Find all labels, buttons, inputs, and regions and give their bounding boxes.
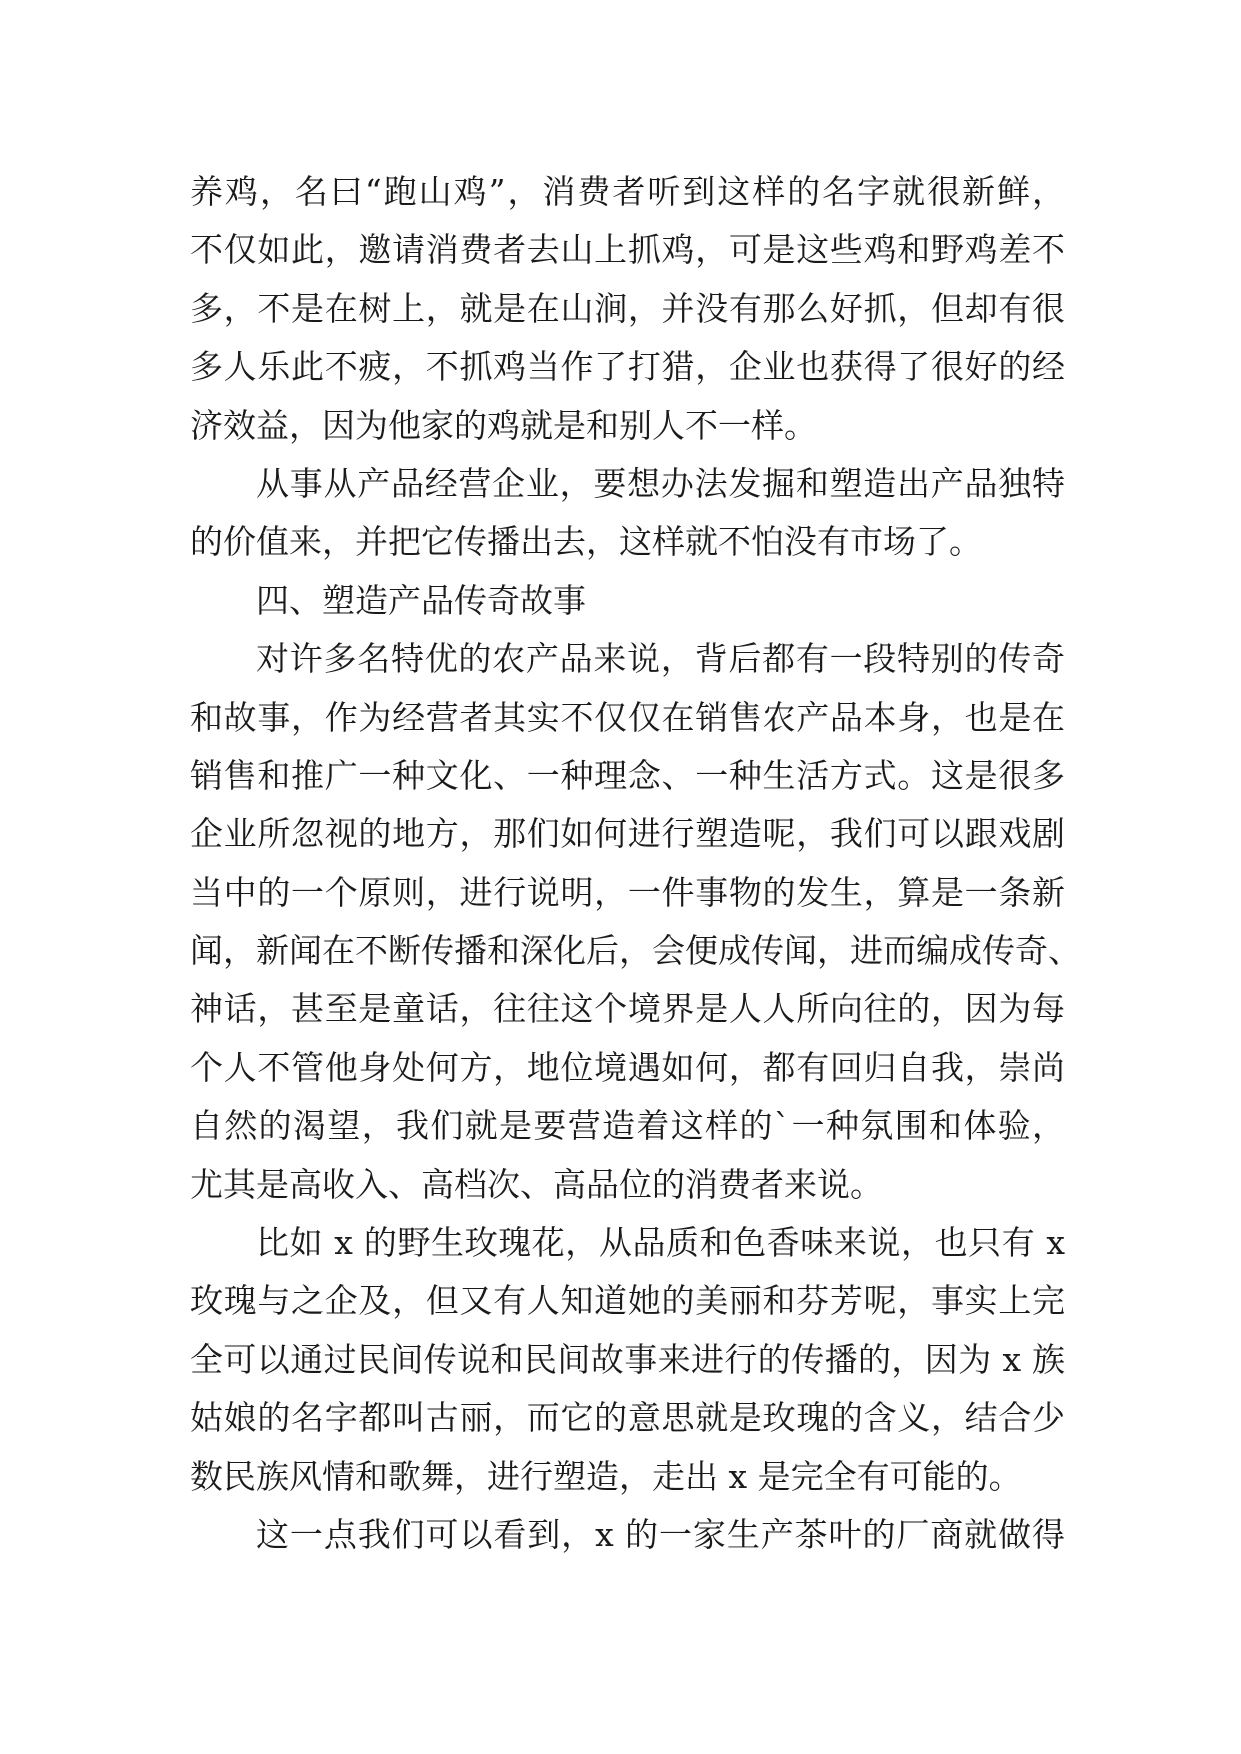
text-line: 当中的一个原则，进行说明，一件事物的发生，算是一条新 — [190, 872, 1065, 912]
text-line: 多人乐此不疲，不抓鸡当作了打猎，企业也获得了很好的经 — [190, 347, 1065, 387]
text-line: 姑娘的名字都叫古丽，而它的意思就是玫瑰的含义，结合少 — [190, 1398, 1065, 1438]
text-line: 全可以通过民间传说和民间故事来进行的传播的，因为 x 族 — [190, 1339, 1065, 1379]
text-line: 玫瑰与之企及，但又有人知道她的美丽和芬芳呢，事实上完 — [190, 1281, 1065, 1321]
text-line: 自然的渴望，我们就是要营造着这样的`一种氛围和体验， — [190, 1106, 1065, 1146]
text-line: 济效益，因为他家的鸡就是和别人不一样。 — [190, 405, 817, 445]
text-line: 的价值来，并把它传播出去，这样就不怕没有市场了。 — [190, 522, 982, 562]
text-line: 数民族风情和歌舞，进行塑造，走出 x 是完全有可能的。 — [190, 1456, 1022, 1496]
text-line: 养鸡，名曰“跑山鸡”，消费者听到这样的名字就很新鲜， — [190, 172, 1065, 211]
section-heading: 四、塑造产品传奇故事 — [256, 580, 586, 620]
text-line: 销售和推广一种文化、一种理念、一种生活方式。这是很多 — [190, 755, 1065, 795]
text-line: 企业所忽视的地方，那们如何进行塑造呢，我们可以跟戏剧 — [190, 814, 1065, 854]
paragraph-first-line: 对许多名特优的农产品来说，背后都有一段特别的传奇 — [256, 639, 1065, 679]
paragraph-first-line: 这一点我们可以看到，x 的一家生产茶叶的厂商就做得 — [256, 1514, 1065, 1554]
text-line: 多，不是在树上，就是在山涧，并没有那么好抓，但却有很 — [190, 288, 1065, 328]
text-line: 和故事，作为经营者其实不仅仅在销售农产品本身，也是在 — [190, 697, 1065, 737]
text-line: 尤其是高收入、高档次、高品位的消费者来说。 — [190, 1164, 883, 1204]
text-line: 神话，甚至是童话，往往这个境界是人人所向往的，因为每 — [190, 989, 1065, 1029]
text-line: 不仅如此，邀请消费者去山上抓鸡，可是这些鸡和野鸡差不 — [190, 230, 1065, 270]
paragraph-first-line: 比如 x 的野生玫瑰花，从品质和色香味来说，也只有 x — [256, 1223, 1065, 1263]
text-line: 个人不管他身处何方，地位境遇如何，都有回归自我，崇尚 — [190, 1047, 1065, 1087]
document-body — [190, 163, 1081, 1564]
paragraph-first-line: 从事从产品经营企业，要想办法发掘和塑造出产品独特 — [256, 463, 1065, 503]
text-line: 闻，新闻在不断传播和深化后，会便成传闻，进而编成传奇、 — [190, 931, 1081, 971]
